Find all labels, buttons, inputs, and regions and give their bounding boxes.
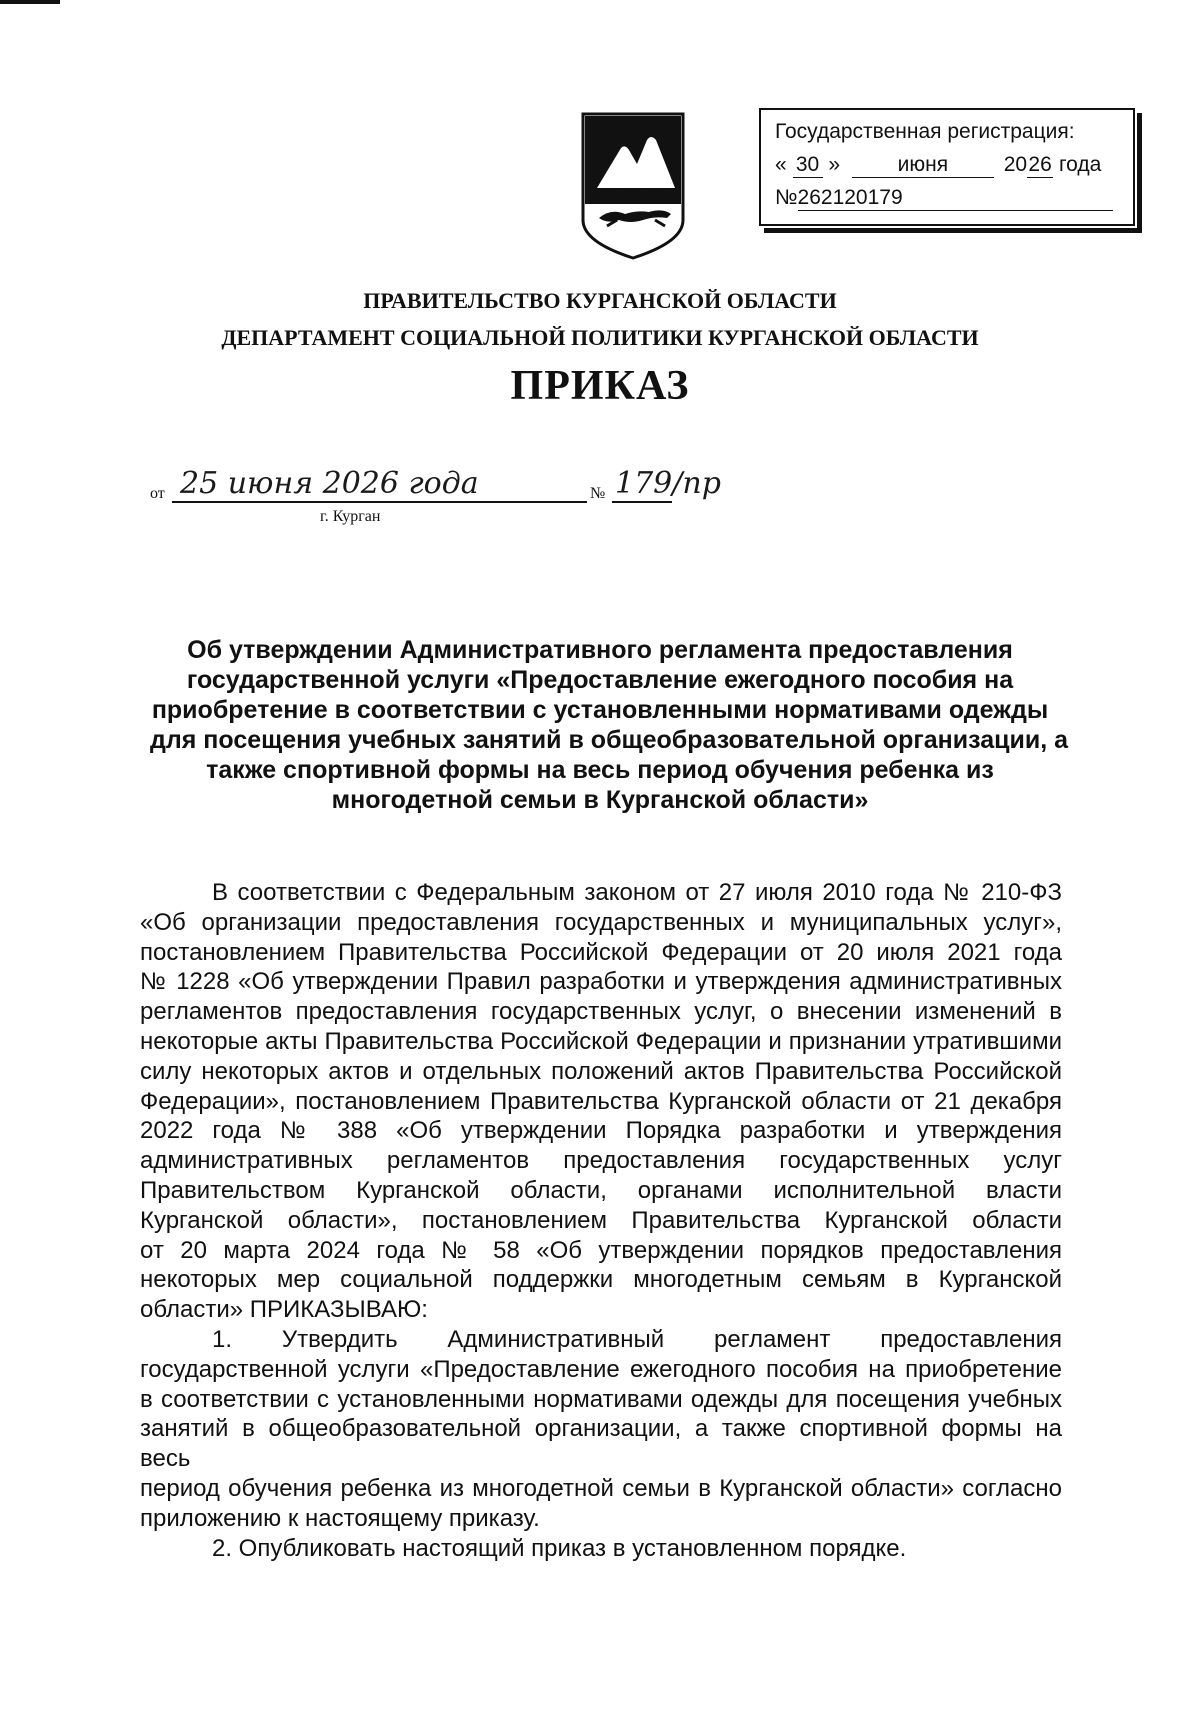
order-date-row (150, 466, 750, 510)
body-line: Федерации», постановлением Правительства Курганской области от 21 декабря (140, 1087, 1062, 1115)
subject-line: Об утверждении Административного регламента предоставления (187, 636, 1013, 664)
subject-line: также спортивной формы на весь период обучения ребенка из (206, 756, 994, 784)
body-line: государственной услуги «Предоставление ежегодного пособия на приобретение (140, 1355, 1062, 1383)
body-line: период обучения ребенка из многодетной семьи в Курганской области» согласно (140, 1474, 1062, 1502)
body-line: Курганской области», постановлением Правительства Курганской области (140, 1206, 1062, 1234)
body-line: некоторых мер социальной поддержки многодетным семьям в Курганской (140, 1266, 1062, 1294)
body-line: области» ПРИКАЗЫВАЮ: (140, 1296, 428, 1324)
order-from-label: от (150, 485, 165, 502)
subject-line: для посещения учебных занятий в общеобразовательной организации, а (150, 726, 1069, 754)
order-city: г. Курган (320, 508, 381, 525)
subject-line: государственной услуги «Предоставление ежегодного пособия на (186, 666, 1014, 694)
registration-date (775, 153, 1125, 178)
body-line: постановлением Правительства Российской Федерации от 20 июля 2021 года (140, 938, 1062, 966)
body-line: в соответствии с установленными нормативами одежды для посещения учебных (140, 1385, 1062, 1413)
order-date-handwritten: 25 июня 2026 года (180, 466, 479, 501)
body-line: административных регламентов предоставления государственных услуг (140, 1147, 1062, 1175)
coat-of-arms-icon (577, 110, 689, 262)
registration-title: Государственная регистрация: (775, 120, 1075, 143)
registration-day: 30 (793, 153, 823, 178)
body-line: «Об организации предоставления государственных и муниципальных услуг», (140, 908, 1062, 936)
registration-quote-open: « (775, 153, 787, 176)
registration-month: июня (852, 153, 994, 178)
order-number-handwritten: 179/пр (615, 466, 721, 501)
number-underline (612, 501, 672, 503)
registration-number: 262120179 (798, 186, 1113, 211)
registration-number-label: № (775, 186, 798, 209)
order-body (140, 878, 1062, 1563)
body-line: приложению к настоящему приказу. (140, 1504, 540, 1532)
registration-year-prefix: 20 (1003, 153, 1028, 176)
body-line: Правительством Курганской области, органами исполнительной власти (140, 1176, 1062, 1204)
document-type-title: ПРИКАЗ (510, 363, 690, 409)
body-line: силу некоторых актов и отдельных положений актов Правительства Российской (140, 1057, 1062, 1085)
date-underline (172, 501, 587, 503)
body-line: занятий в общеобразовательной организации, а также спортивной формы на весь (140, 1415, 1062, 1473)
order-subject (150, 635, 1069, 815)
subject-line: многодетной семьи в Курганской области» (331, 786, 869, 814)
body-line: В соответствии с Федеральным законом от 27 июля 2010 года № 210-ФЗ (212, 879, 1062, 906)
body-line: некоторые акты Правительства Российской Федерации и признании утратившими (140, 1027, 1062, 1055)
state-registration-stamp (759, 108, 1135, 226)
body-line: от 20 марта 2024 года № 58 «Об утверждении порядков предоставления (140, 1236, 1062, 1264)
body-line: 1. Утвердить Административный регламент предоставления (212, 1325, 1062, 1353)
registration-year-suffix: 26 (1028, 153, 1052, 176)
body-line: 2022 года № 388 «Об утверждении Порядка разработки и утверждения (140, 1117, 1062, 1145)
body-line: 2. Опубликовать настоящий приказ в установленном порядке. (212, 1534, 907, 1562)
subject-line: приобретение в соответствии с установленными нормативами одежды (151, 696, 1049, 724)
department-name: ДЕПАРТАМЕНТ СОЦИАЛЬНОЙ ПОЛИТИКИ КУРГАНСКОЙ ОБЛАСТИ (221, 325, 979, 350)
body-line: № 1228 «Об утверждении Правил разработки и утверждения административных (140, 968, 1062, 996)
order-number-label: № (590, 485, 606, 502)
government-name: ПРАВИТЕЛЬСТВО КУРГАНСКОЙ ОБЛАСТИ (363, 288, 837, 313)
scan-corner-mark (0, 0, 60, 4)
registration-number-line (775, 186, 1113, 211)
body-line: регламентов предоставления государственных услуг, о внесении изменений в (140, 998, 1062, 1026)
registration-year-word: года (1058, 153, 1102, 176)
registration-quote-close: » (828, 153, 841, 176)
